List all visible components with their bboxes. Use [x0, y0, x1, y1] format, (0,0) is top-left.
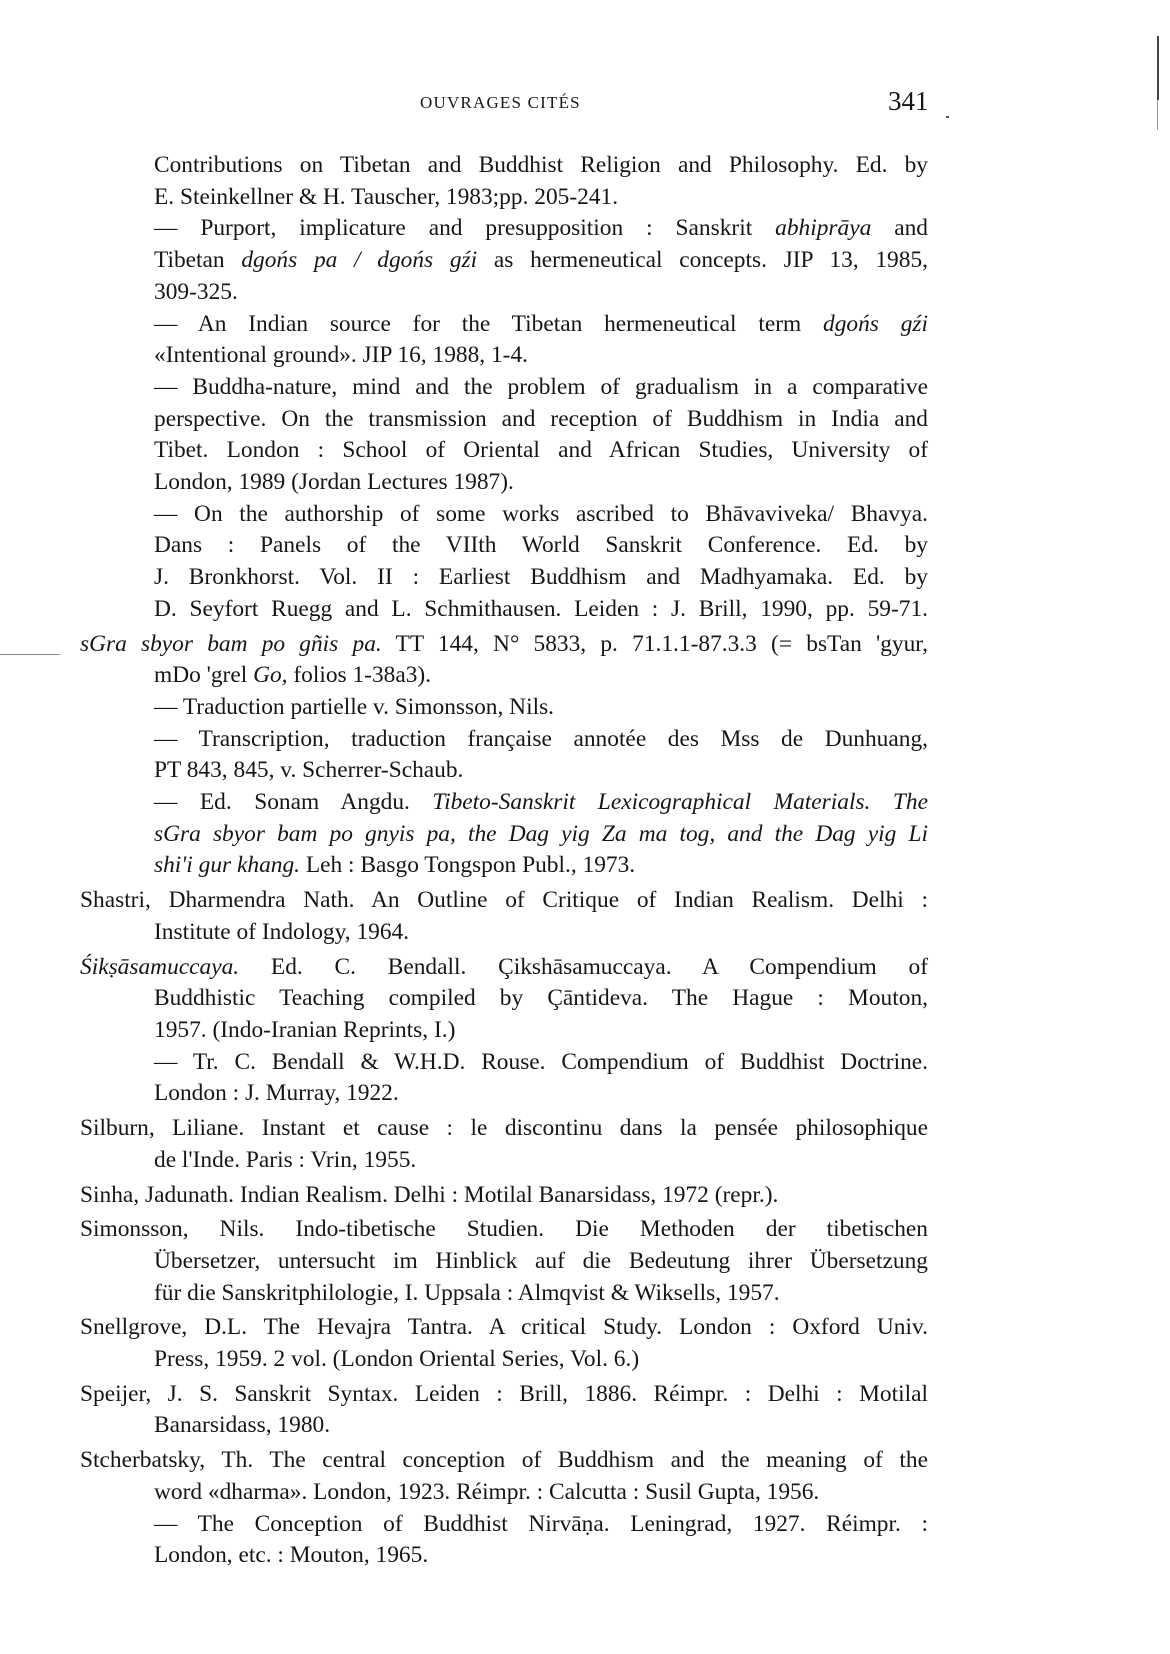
entry-line: — On the authorship of some works ascribed to Bhāvaviveka/ Bhavya.: [154, 500, 928, 527]
entry-line: PT 843, 845, v. Scherrer-Schaub.: [154, 757, 464, 784]
entry-line: — Tr. C. Bendall & W.H.D. Rouse. Compendium of Buddhist Doctrine.: [154, 1048, 928, 1075]
entry-line: — Buddha-nature, mind and the problem of gradualism in a comparative: [154, 373, 928, 400]
entry-line: sGra sbyor bam po gnyis pa, the Dag yig Za ma tog, and the Dag yig Li: [154, 820, 928, 847]
entry-line: Buddhistic Teaching compiled by Çāntideva. The Hague : Mouton,: [154, 985, 928, 1012]
scan-dot: [946, 116, 949, 118]
entry-line: Tibet. London : School of Oriental and African Studies, University of: [154, 437, 928, 464]
entry-line: London, etc. : Mouton, 1965.: [154, 1542, 429, 1569]
entry-line: E. Steinkellner & H. Tauscher, 1983;pp. 205-241.: [154, 183, 619, 210]
entry-line: — An Indian source for the Tibetan hermeneutical term dgońs gźi: [154, 310, 928, 337]
entry-line: Śikṣāsamuccaya. Ed. C. Bendall. Çikshāsamuccaya. A Compendium of: [80, 953, 928, 980]
bibliography-entry: [80, 629, 928, 883]
bibliography-entry: [80, 1214, 928, 1309]
entry-line: «Intentional ground». JIP 16, 1988, 1-4.: [154, 342, 528, 369]
page-number: 341: [888, 86, 929, 116]
bibliography-entry: [80, 1180, 928, 1212]
entry-line: — Ed. Sonam Angdu. Tibeto-Sanskrit Lexicographical Materials. The: [154, 789, 928, 816]
running-title: OUVRAGES CITÉS: [420, 93, 581, 112]
entry-line: 309-325.: [154, 278, 238, 305]
scan-edge-mark: [1157, 36, 1159, 100]
scan-edge-mark: [1157, 100, 1158, 130]
scan-margin-line: [0, 654, 60, 655]
entry-line: Speijer, J. S. Sanskrit Syntax. Leiden : Brill, 1886. Réimpr. : Delhi : Motilal: [80, 1380, 928, 1407]
entry-line: London : J. Murray, 1922.: [154, 1080, 399, 1107]
entry-line: Banarsidass, 1980.: [154, 1412, 331, 1439]
entry-line: Press, 1959. 2 vol. (London Oriental Series, Vol. 6.): [154, 1346, 640, 1373]
bibliography-entry: [80, 1445, 928, 1572]
entry-line: Übersetzer, untersucht im Hinblick auf die Bedeutung ihrer Übersetzung: [154, 1247, 928, 1274]
entry-line: für die Sanskritphilologie, I. Uppsala : Almqvist & Wiksells, 1957.: [154, 1279, 780, 1306]
entry-line: word «dharma». London, 1923. Réimpr. : Calcutta : Susil Gupta, 1956.: [154, 1478, 820, 1505]
entry-line: Simonsson, Nils. Indo-tibetische Studien. Die Methoden der tibetischen: [80, 1216, 928, 1243]
entry-line: perspective. On the transmission and reception of Buddhism in India and: [154, 405, 928, 432]
entry-line: Contributions on Tibetan and Buddhist Religion and Philosophy. Ed. by: [154, 152, 928, 178]
entry-line: Stcherbatsky, Th. The central conception of Buddhism and the meaning of the: [80, 1447, 928, 1474]
bibliography-list: [80, 150, 928, 1572]
entry-line: — The Conception of Buddhist Nirvāṇa. Leningrad, 1927. Réimpr. :: [154, 1510, 928, 1537]
bibliography-entry: [80, 1113, 928, 1176]
bibliography-entry: [80, 885, 928, 948]
entry-line: Silburn, Liliane. Instant et cause : le discontinu dans la pensée philosophique: [80, 1115, 928, 1142]
entry-line: shi'i gur khang. Leh : Basgo Tongspon Publ., 1973.: [154, 852, 636, 879]
entry-line: de l'Inde. Paris : Vrin, 1955.: [154, 1146, 417, 1173]
entry-line: mDo 'grel Go, folios 1-38a3).: [154, 662, 432, 689]
entry-line: J. Bronkhorst. Vol. II : Earliest Buddhism and Madhyamaka. Ed. by: [154, 564, 928, 591]
entry-line: Sinha, Jadunath. Indian Realism. Delhi : Motilal Banarsidass, 1972 (repr.).: [80, 1181, 779, 1208]
entry-line: London, 1989 (Jordan Lectures 1987).: [154, 469, 514, 496]
entry-line: Shastri, Dharmendra Nath. An Outline of Critique of Indian Realism. Delhi :: [80, 887, 928, 914]
bibliography-entry: [80, 1379, 928, 1442]
entry-line: Snellgrove, D.L. The Hevajra Tantra. A critical Study. London : Oxford Univ.: [80, 1314, 928, 1341]
bibliography-entry: [80, 952, 928, 1111]
entry-line: Dans : Panels of the VIIth World Sanskrit Conference. Ed. by: [154, 532, 928, 559]
entry-line: D. Seyfort Ruegg and L. Schmithausen. Leiden : J. Brill, 1990, pp. 59-71.: [154, 595, 928, 622]
bibliography-entry: [80, 1312, 928, 1375]
entry-line: sGra sbyor bam po gñis pa. TT 144, N° 5833, p. 71.1.1-87.3.3 (= bsTan 'gyur,: [80, 630, 928, 657]
bibliography-entry: [80, 150, 928, 626]
entry-line: — Transcription, traduction française annotée des Mss de Dunhuang,: [154, 725, 928, 752]
entry-line: — Traduction partielle v. Simonsson, Nils.: [154, 693, 555, 720]
entry-line: Tibetan dgońs pa / dgońs gźi as hermeneutical concepts. JIP 13, 1985,: [154, 247, 928, 274]
entry-line: 1957. (Indo-Iranian Reprints, I.): [154, 1016, 456, 1043]
entry-line: Institute of Indology, 1964.: [154, 918, 410, 945]
entry-line: — Purport, implicature and presupposition : Sanskrit abhiprāya and: [154, 215, 929, 242]
